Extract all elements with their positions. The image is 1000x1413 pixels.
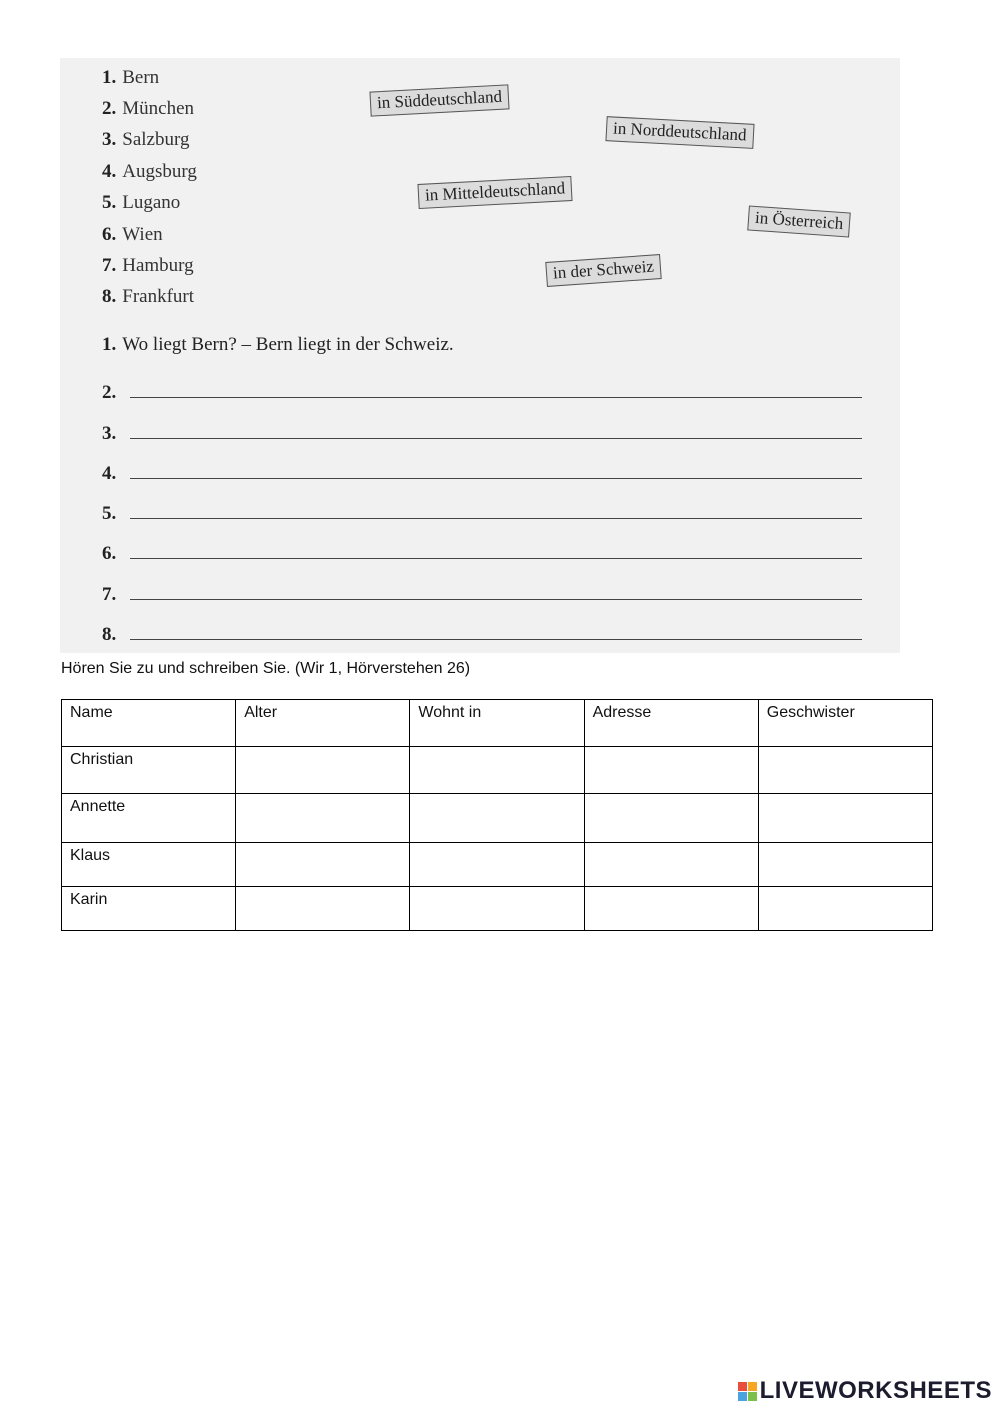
answer-line[interactable]: 8. [102,604,862,644]
row-name-cell: Annette [62,794,236,843]
answer-cell[interactable] [236,887,410,931]
row-name-cell: Christian [62,747,236,794]
answer-cell[interactable] [584,843,758,887]
answer-cell[interactable] [410,794,584,843]
logo-square [748,1382,757,1391]
answer-line[interactable]: 4. [102,443,862,483]
city-item: 2. München [102,98,195,120]
answer-field[interactable] [130,598,862,600]
answer-line[interactable]: 3. [102,402,862,442]
answer-cell[interactable] [236,794,410,843]
answer-lines [102,328,862,644]
table-row [62,887,933,931]
answer-line[interactable]: 7. [102,563,862,603]
logo-square [738,1382,747,1391]
region-tag-schweiz: in der Schweiz [545,254,661,287]
answer-cell[interactable] [236,843,410,887]
answer-cell[interactable] [584,794,758,843]
city-item: 5. Lugano [102,192,181,214]
listening-instruction: Hören Sie zu und schreiben Sie. (Wir 1, Hörverstehen 26) [61,660,471,677]
answer-cell[interactable] [758,794,932,843]
answer-field[interactable] [130,396,862,398]
answer-cell[interactable] [410,747,584,794]
table-row [62,794,933,843]
answer-field[interactable] [130,517,862,519]
answer-line[interactable]: 5. [102,483,862,523]
region-tag-mitteldeutschland: in Mitteldeutschland [417,176,572,209]
exercise-scan [60,58,900,653]
answer-field[interactable] [130,437,862,439]
logo-square [738,1392,747,1401]
table-header-cell: Alter [236,700,410,747]
answer-line[interactable]: 6. [102,523,862,563]
city-item: 6. Wien [102,223,163,245]
answer-cell[interactable] [410,887,584,931]
city-item: 7. Hamburg [102,255,194,277]
answer-cell[interactable] [236,747,410,794]
row-name-cell: Karin [62,887,236,931]
city-list [102,62,197,313]
answer-field[interactable] [130,557,862,559]
table-header-cell: Name [62,700,236,747]
table-header-cell: Adresse [584,700,758,747]
table-row [62,843,933,887]
city-item: 1. Bern [102,66,160,88]
logo-text: LIVEWORKSHEETS [759,1377,992,1404]
city-item: 3. Salzburg [102,129,190,151]
answer-cell[interactable] [758,747,932,794]
city-item: 8. Frankfurt [102,286,195,308]
logo-icon [738,1382,757,1401]
table-header-cell: Geschwister [758,700,932,747]
answer-cell[interactable] [584,887,758,931]
answer-field[interactable] [130,638,862,640]
listening-table [61,699,933,931]
answer-cell[interactable] [758,843,932,887]
logo-square [748,1392,757,1401]
city-item: 4. Augsburg [102,160,197,182]
region-tag-norddeutschland: in Norddeutschland [605,116,754,149]
region-tag-oesterreich: in Österreich [747,205,851,237]
table-row [62,747,933,794]
region-tag-sueddeutschland: in Süddeutschland [369,84,509,116]
answer-line[interactable]: 2. [102,362,862,402]
liveworksheets-logo[interactable] [738,1377,992,1405]
example-sentence: 1. Wo liegt Bern? – Bern liegt in der Schweiz. [102,334,454,355]
answer-field[interactable] [130,477,862,479]
answer-cell[interactable] [584,747,758,794]
answer-cell[interactable] [410,843,584,887]
answer-cell[interactable] [758,887,932,931]
row-name-cell: Klaus [62,843,236,887]
table-header-cell: Wohnt in [410,700,584,747]
table-header-row [62,700,933,747]
